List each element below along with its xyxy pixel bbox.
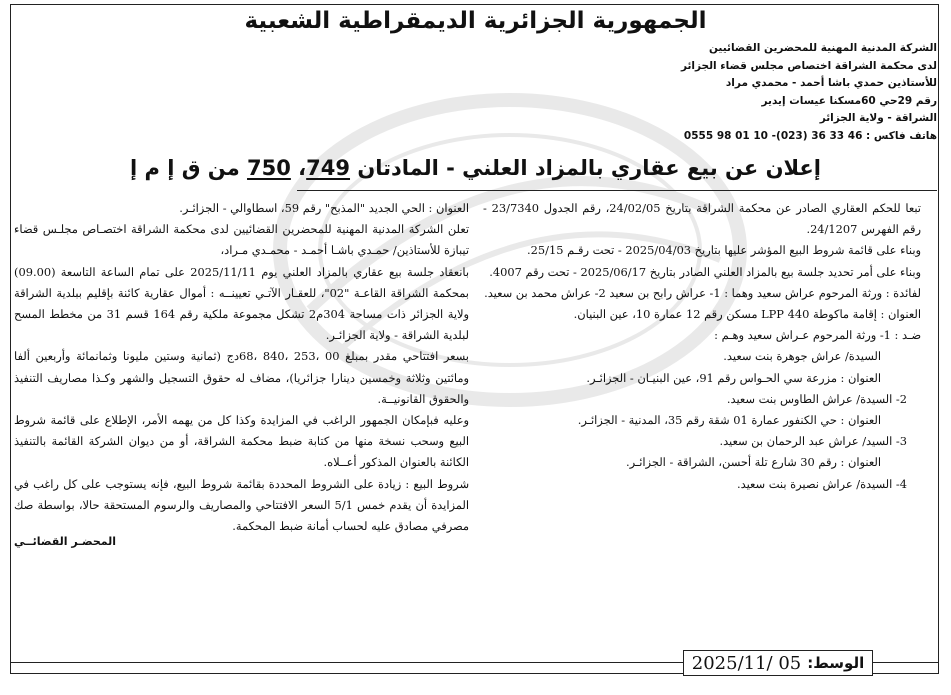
issuer-line: الشراقة - ولاية الجزائر [819, 112, 937, 125]
paragraph: العنوان : مزرعة سي الحـواس رقم 91، عين البنيـان - الجزائـر. [586, 370, 881, 385]
paragraph: تعلن الشركة المدنية المهنية للمحضرين القضائيين لدى محكمة الشراقة اختصـاص مجلـس قضاء تيبازة للأستاذين/ حمـدي باشـا أحمـد - محمـدي مـراد، [14, 222, 469, 258]
paragraph: وبناء على قائمة شروط البيع المؤشر عليها بتاريخ 2025/04/03 - تحت رقـم 25/15. [527, 243, 921, 258]
issuer-line: رقم 29حي 60مسكنا عيسات إيدير [761, 94, 937, 107]
title-divider [297, 190, 937, 191]
title-prefix: إعلان عن بيع عقاري بالمزاد العلني - المادتان [350, 156, 821, 180]
paragraph: 4- السيدة/ عراش نصيرة بنت سعيد. [737, 476, 907, 491]
publication-date-box [683, 650, 873, 676]
bailiff-signature: المحضـر القضائــي [14, 535, 117, 549]
right-column [483, 198, 921, 495]
newspaper-name: الوسط: [807, 654, 865, 672]
paragraph: وعليه فبإمكان الجمهور الراغب في المزايدة وكذا كل من يهمه الأمر، الإطلاع على قائمة شروط البيع وسحب نسخة منها من كتابة ضبط محكمة الشراقة، أو من ديوان الشركة القائمة بالتنفيذ الكائنة بالعنوان المذكور أعــلاه. [14, 413, 469, 470]
paragraph: لفائدة : ورثة المرحوم عراش سعيد وهما : 1- عراش رابح بن سعيد 2- عراش محمد بن سعيد. [484, 285, 921, 300]
title-article-750: 750 [247, 156, 291, 180]
announcement-title [20, 156, 931, 180]
paragraph: بانعقاد جلسة بيع عقاري بالمزاد العلني يوم 2025/11/11 على تمام الساعة التاسعة (09.00) بمحكمة الشراقة القاعـة "02"، للعقـار الآتـي تعيينــه : أموال عقارية كائنة بإقليم ببلدية الشراقة ولاية الجزائر ذات مساحة 304م2 تشكل مجموعة ملكية رقم 164 قسم 31 من مخطط المسح لبلدية الشراقة - ولاية الجزائـر. [14, 264, 470, 343]
paragraph: العنوان : الحي الجديد "المذبح" رقم 59، اسطاوالي - الجزائـر. [179, 201, 469, 215]
country-heading: الجمهورية الجزائرية الديمقراطية الشعبية [244, 8, 707, 34]
title-article-749: 749 [306, 156, 351, 180]
paragraph: 3- السيد/ عراش عبد الرحمان بن سعيد. [719, 434, 907, 449]
title-separator: ، [290, 156, 307, 180]
publication-date: 2025/11/ 05 [691, 652, 802, 674]
issuer-line: لدى محكمة الشراقة اختصاص مجلس قضاء الجزائر [680, 59, 937, 72]
left-column [14, 198, 469, 552]
title-suffix: من ق إ م إ [130, 156, 248, 180]
paragraph: السيدة/ عراش جوهرة بنت سعيد. [723, 349, 881, 364]
issuer-line: هاتف فاكس : 46 33 36 (023)- 10 01 98 0555 [683, 129, 937, 142]
paragraph: العنوان : إقامة ماكوطة LPP 440 مسكن رقم 12 عمارة 10، عين البنيان. [573, 307, 921, 322]
paragraph: العنوان : رقم 30 شارع تلة أحسن، الشراقة - الجزائـر. [625, 455, 881, 470]
paragraph: شروط البيع : زيادة على الشروط المحددة بقائمة شروط البيع، فإنه يستوجب على كل راغب في المزايدة أن يقدم خمس 5/1 السعر الافتتاحي والمصاريف والرسوم المستحقة حالا، بواسطة صك مصرفي مصادق عليه لحساب أمانة ضبط المحكمة. [14, 476, 469, 534]
issuer-line: الشركة المدنية المهنية للمحضرين القضائيين [708, 42, 937, 54]
paragraph: العنوان : حي الكنفور عمارة 01 شقة رقم 35، المدنية - الجزائـر. [577, 413, 881, 428]
issuer-header [537, 40, 937, 146]
paragraph: تبعا للحكم العقاري الصادر عن محكمة الشراقة بتاريخ 24/02/05، رقم الجدول 23/7340 - رقم الفهرس 24/1207. [483, 201, 921, 237]
paragraph: وبناء على أمر تحديد جلسة بيع بالمزاد العلني الصادر بتاريخ 2025/06/17 - تحت رقم 4007. [489, 264, 921, 279]
paragraph: 2- السيدة/ عراش الطاوس بنت سعيد. [726, 391, 907, 406]
issuer-line: للأستاذين حمدي باشا أحمد - محمدي مراد [725, 77, 937, 90]
paragraph: بسعر افتتاحي مقدر بمبلغ 00 ،253 ،840 ،68دج (ثمانية وستين مليونا وثمانمائة وأربعين ألفا ومائتين وثلاثة وخمسين دينارا جزائريا)، مضاف له حقوق التسجيل والشهر وكـذا مصاريف التنفيذ والحقوق القانونيــة. [14, 349, 469, 406]
paragraph: ضـد : 1- ورثة المرحوم عـراش سعيد وهـم : [714, 328, 921, 343]
